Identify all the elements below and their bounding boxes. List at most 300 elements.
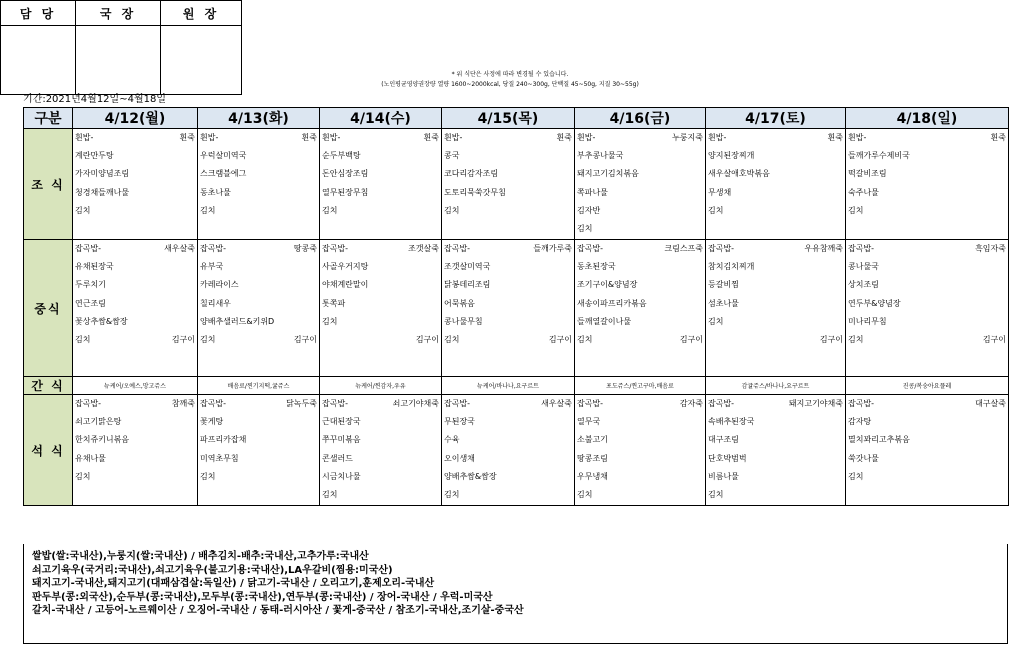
menu-item — [848, 331, 1006, 349]
lunch-cell — [846, 240, 1009, 377]
menu-item-name: 연근조림 — [75, 298, 106, 308]
menu-item — [322, 184, 439, 202]
menu-item-name: 순두부백탕 — [322, 151, 361, 161]
day-header: 4/15(목) — [442, 108, 575, 129]
menu-item — [577, 295, 703, 313]
menu-item — [322, 165, 439, 183]
menu-item — [444, 313, 572, 331]
menu-item — [75, 468, 195, 486]
menu-item — [848, 276, 1006, 294]
menu-item-side: 감자죽 — [679, 399, 703, 408]
lunch-cell — [706, 240, 846, 377]
lunch-cell — [442, 240, 575, 377]
menu-item — [75, 486, 195, 504]
origin-line: 쇠고기육우(국거리:국내산),쇠고기육우(불고기용:국내산),LA우갈비(찜용:미국산) — [32, 564, 393, 576]
menu-item-name: 등갈비찜 — [708, 280, 739, 290]
menu-item-name: 참치김치찌개 — [708, 262, 755, 272]
menu-item-name: 잡곡밥- — [444, 244, 471, 253]
menu-item-name: 김치 — [200, 205, 216, 215]
menu-item-name: 잡곡밥- — [577, 399, 604, 408]
approval-header: 국 장 — [76, 1, 161, 26]
menu-item-name: 김치 — [577, 489, 593, 499]
menu-item — [708, 258, 843, 276]
menu-item — [322, 313, 439, 331]
menu-item-side: 김구이 — [415, 334, 439, 344]
menu-item-name: 떡갈비조림 — [848, 169, 887, 179]
menu-item — [848, 147, 1006, 165]
menu-item-side: 크림스프죽 — [664, 244, 703, 253]
menu-item — [848, 486, 1006, 504]
menu-item-name: 잡곡밥- — [848, 399, 875, 408]
approval-sign-box — [76, 26, 161, 95]
menu-item — [577, 258, 703, 276]
menu-item-name: 잡곡밥- — [577, 244, 604, 253]
menu-item-name: 가자미양념조림 — [75, 169, 130, 179]
menu-item — [75, 295, 195, 313]
menu-item-name: 비름나물 — [708, 471, 739, 481]
menu-item-side: 흰죽 — [827, 133, 843, 142]
menu-item-name: 잡곡밥- — [322, 244, 349, 253]
menu-item-name: 상치조림 — [848, 280, 879, 290]
dinner-cell — [846, 395, 1009, 506]
origin-line: 갈치-국내산 / 고등어-노르웨이산 / 오징어-국내산 / 동태-러시아산 / 꽃게-중국산 / 참조기-국내산,조기살-중국산 — [32, 605, 524, 616]
menu-item-name: 조기구이&양념장 — [577, 280, 638, 290]
menu-item — [848, 431, 1006, 449]
menu-item-name: 김자반 — [577, 205, 601, 215]
dinner-cell — [706, 395, 846, 506]
approval-header: 원 장 — [161, 1, 242, 26]
menu-item — [200, 331, 317, 349]
menu-item — [444, 147, 572, 165]
menu-item — [444, 431, 572, 449]
menu-item-name: 새우살애호박볶음 — [708, 169, 770, 179]
menu-item-name: 김치 — [322, 205, 338, 215]
origin-line: 돼지고기-국내산,돼지고기(대패삼겹살:독일산) / 닭고기-국내산 / 오리고기,훈제오리-국내산 — [32, 578, 435, 589]
menu-item — [322, 486, 439, 504]
menu-item-name: 두루치기 — [75, 280, 106, 290]
period-label: 기간:2021년4월12일~4월18일 — [23, 94, 166, 105]
menu-item — [200, 276, 317, 294]
dinner-cell — [198, 395, 320, 506]
menu-item-name: 청경채들깨나물 — [75, 187, 130, 197]
menu-item-name: 양배추쌈&쌈장 — [444, 471, 497, 481]
menu-item-name: 유채된장국 — [75, 262, 114, 272]
day-header: 4/18(일) — [846, 108, 1009, 129]
menu-item — [200, 468, 317, 486]
menu-item-name: 김치 — [322, 316, 338, 326]
breakfast-cell — [73, 129, 198, 240]
menu-item-name: 미나리무침 — [848, 316, 887, 326]
menu-item — [322, 395, 439, 413]
menu-item-name: 스크램블에그 — [200, 169, 247, 179]
menu-item-name: 김치 — [848, 205, 864, 215]
menu-item-name: 계란만두탕 — [75, 151, 114, 161]
menu-item-name: 흰밥- — [322, 133, 341, 142]
menu-item-name: 콩국 — [444, 151, 460, 161]
lunch-cell — [73, 240, 198, 377]
menu-item — [322, 129, 439, 147]
menu-item-name: 들깨가루수제비국 — [848, 151, 910, 161]
snack-cell: 진콩/복숭아요플레 — [846, 377, 1009, 395]
menu-item — [444, 486, 572, 504]
menu-item — [75, 220, 195, 238]
menu-item-name: 감자탕 — [848, 417, 872, 427]
menu-item — [848, 258, 1006, 276]
snack-cell: 감귤쥬스/바나나,요구르트 — [706, 377, 846, 395]
menu-item — [708, 295, 843, 313]
breakfast-cell — [846, 129, 1009, 240]
breakfast-cell — [320, 129, 442, 240]
menu-item — [577, 450, 703, 468]
menu-item — [708, 184, 843, 202]
menu-item-name: 김치 — [444, 334, 460, 344]
menu-item — [577, 165, 703, 183]
menu-item — [444, 413, 572, 431]
menu-item-side: 새우살죽 — [541, 399, 572, 408]
menu-item — [322, 413, 439, 431]
menu-item — [848, 468, 1006, 486]
menu-item — [200, 450, 317, 468]
menu-item — [322, 331, 439, 349]
menu-item — [577, 395, 703, 413]
breakfast-cell — [198, 129, 320, 240]
menu-item-name: 땅콩조림 — [577, 453, 608, 463]
menu-item-name: 흰밥- — [577, 133, 596, 142]
menu-item-side: 김구이 — [548, 334, 572, 344]
change-notice: * 위 식단은 사정에 따라 변경될 수 있습니다. — [451, 71, 569, 78]
menu-item-side: 우유참깨죽 — [804, 244, 843, 253]
menu-item-side: 김구이 — [679, 334, 703, 344]
menu-item — [848, 395, 1006, 413]
menu-item — [75, 395, 195, 413]
menu-item-name: 김치 — [200, 334, 216, 344]
menu-item — [322, 431, 439, 449]
menu-item-name: 우무냉채 — [577, 471, 608, 481]
menu-item-name: 콩나물국 — [848, 262, 879, 272]
menu-item-name: 김치 — [708, 316, 724, 326]
menu-item-name: 칠리새우 — [200, 298, 231, 308]
menu-item-name: 수육 — [444, 435, 460, 445]
menu-item-name: 조갯살미역국 — [444, 262, 491, 272]
menu-item — [708, 129, 843, 147]
menu-item — [848, 240, 1006, 258]
menu-item — [322, 468, 439, 486]
menu-item-name: 돼지고기김치볶음 — [577, 169, 639, 179]
dinner-row — [24, 395, 1009, 506]
menu-item-name: 잡곡밥- — [708, 244, 735, 253]
approval-header: 담 당 — [1, 1, 76, 26]
menu-item — [444, 258, 572, 276]
menu-item-name: 톳쪽파 — [322, 298, 346, 308]
origin-line: 쌀밥(쌀:국내산),누룽지(쌀:국내산) / 배추김치-배추:국내산,고추가루:국내산 — [32, 551, 369, 562]
menu-item — [848, 129, 1006, 147]
menu-item — [322, 450, 439, 468]
menu-item — [75, 129, 195, 147]
menu-item-name: 열무된장무침 — [322, 187, 369, 197]
menu-item — [200, 129, 317, 147]
menu-item — [848, 184, 1006, 202]
origin-info — [23, 544, 1008, 644]
menu-item — [708, 395, 843, 413]
menu-item-name: 양지된장찌개 — [708, 151, 755, 161]
dinner-cell — [575, 395, 706, 506]
menu-item — [75, 240, 195, 258]
day-header: 4/14(수) — [320, 108, 442, 129]
menu-item — [577, 240, 703, 258]
menu-item-name: 흰밥- — [848, 133, 867, 142]
menu-item — [75, 184, 195, 202]
menu-item — [75, 147, 195, 165]
menu-item — [200, 313, 317, 331]
lunch-cell — [575, 240, 706, 377]
menu-item-side: 참깨죽 — [171, 399, 195, 408]
menu-item-name: 쪽파나물 — [577, 187, 608, 197]
menu-item — [200, 486, 317, 504]
menu-item-name: 시금치나물 — [322, 471, 361, 481]
menu-item-side: 김구이 — [982, 334, 1006, 344]
category-header: 구분 — [24, 108, 73, 129]
menu-item — [200, 202, 317, 220]
snack-cell: 뉴케어/오예스,망고쥬스 — [73, 377, 198, 395]
dinner-cell — [73, 395, 198, 506]
snack-cell: 배음료/찐기지떡,귤쥬스 — [198, 377, 320, 395]
menu-item-name: 섬초나물 — [708, 298, 739, 308]
menu-item-name: 우럭살미역국 — [200, 151, 247, 161]
menu-item-name: 한치쥬키니볶음 — [75, 435, 130, 445]
menu-item-name: 흰밥- — [75, 133, 94, 142]
menu-item-side: 닭녹두죽 — [286, 399, 317, 408]
menu-item-name: 김치 — [848, 334, 864, 344]
menu-item-side: 쇠고기야채죽 — [392, 399, 439, 408]
menu-item — [200, 431, 317, 449]
menu-item-side: 새우살죽 — [164, 244, 195, 253]
snack-cell: 뉴케어/찐감자,우유 — [320, 377, 442, 395]
menu-item — [708, 468, 843, 486]
menu-item-name: 열무국 — [577, 417, 601, 427]
menu-item — [708, 413, 843, 431]
breakfast-row — [24, 129, 1009, 240]
menu-item — [708, 202, 843, 220]
menu-item — [322, 276, 439, 294]
menu-item-name: 김치 — [444, 489, 460, 499]
menu-item — [75, 413, 195, 431]
menu-item — [708, 165, 843, 183]
menu-item — [577, 331, 703, 349]
menu-item-side: 땅콩죽 — [293, 244, 317, 253]
menu-item — [444, 240, 572, 258]
menu-item-name: 잡곡밥- — [444, 399, 471, 408]
menu-item — [708, 486, 843, 504]
menu-item-name: 김치 — [577, 223, 593, 233]
menu-item-name: 연두부&양념장 — [848, 298, 901, 308]
menu-item-name: 잡곡밥- — [200, 399, 227, 408]
lunch-row — [24, 240, 1009, 377]
dinner-cell — [320, 395, 442, 506]
menu-item-name: 꽃게탕 — [200, 417, 224, 427]
menu-item — [848, 313, 1006, 331]
breakfast-cell — [575, 129, 706, 240]
menu-item-name: 미역초무침 — [200, 453, 239, 463]
menu-item — [848, 413, 1006, 431]
menu-item — [200, 147, 317, 165]
origin-line: 판두부(콩:외국산),순두부(콩:국내산),모두부(콩:국내산),연두부(콩:국내산) / 장어-국내산 / 우럭-미국산 — [32, 591, 493, 603]
menu-item-name: 쑥갓나물 — [848, 453, 879, 463]
menu-item-name: 무생채 — [708, 187, 732, 197]
menu-item — [577, 184, 703, 202]
menu-item-name: 콘샐러드 — [322, 453, 353, 463]
menu-item — [444, 202, 572, 220]
menu-item-side: 흑임자죽 — [975, 244, 1006, 253]
menu-item-side: 대구살죽 — [975, 399, 1006, 408]
menu-item — [708, 331, 843, 349]
menu-item-name: 김치 — [708, 489, 724, 499]
menu-item — [200, 395, 317, 413]
dinner-label: 석 식 — [24, 395, 73, 506]
menu-item-name: 단호박범벅 — [708, 453, 747, 463]
menu-item-name: 들깨열갈이나물 — [577, 316, 632, 326]
menu-table — [23, 107, 1009, 506]
menu-item-name: 김치 — [322, 489, 338, 499]
menu-item — [708, 276, 843, 294]
menu-item-side: 돼지고기야채죽 — [788, 399, 843, 408]
menu-item-name: 멸치꽈리고추볶음 — [848, 435, 910, 445]
menu-item-name: 김치 — [200, 471, 216, 481]
menu-item-name: 흰밥- — [444, 133, 463, 142]
menu-item — [577, 129, 703, 147]
menu-item-name: 사골우거지탕 — [322, 262, 369, 272]
menu-item — [322, 202, 439, 220]
dinner-cell — [442, 395, 575, 506]
menu-item — [322, 220, 439, 238]
menu-item-name: 동초된장국 — [577, 262, 616, 272]
snack-cell: 뉴케어/바나나,요구르트 — [442, 377, 575, 395]
snack-row — [24, 377, 1009, 395]
menu-item — [200, 220, 317, 238]
menu-item-name: 카레라이스 — [200, 280, 239, 290]
menu-item-name: 김치 — [708, 205, 724, 215]
lunch-cell — [198, 240, 320, 377]
lunch-cell — [320, 240, 442, 377]
menu-item — [75, 313, 195, 331]
menu-item — [200, 295, 317, 313]
day-header: 4/16(금) — [575, 108, 706, 129]
menu-item — [708, 431, 843, 449]
menu-item-name: 코다리감자조림 — [444, 169, 499, 179]
approval-sign-box — [1, 26, 76, 95]
menu-item — [577, 431, 703, 449]
snack-label: 간 식 — [24, 377, 73, 395]
menu-item-side: 김구이 — [819, 334, 843, 344]
menu-item-side: 누룽지죽 — [672, 133, 703, 142]
menu-item — [708, 313, 843, 331]
menu-item — [708, 450, 843, 468]
menu-item-name: 대구조림 — [708, 435, 739, 445]
menu-item-name: 야채계란말이 — [322, 280, 369, 290]
menu-item-name: 유채나물 — [75, 453, 106, 463]
day-header: 4/13(화) — [198, 108, 320, 129]
nutrition-note: (노인평균영양권장량 열량 1600~2000kcal, 당질 240~300g, 단백질 45~50g, 지질 30~55g) — [381, 81, 639, 88]
breakfast-cell — [442, 129, 575, 240]
menu-item-name: 돈안심장조림 — [322, 169, 369, 179]
menu-item — [200, 240, 317, 258]
menu-item-name: 김치 — [577, 334, 593, 344]
menu-item — [577, 413, 703, 431]
menu-item — [200, 413, 317, 431]
menu-item-name: 쇠고기맑은탕 — [75, 417, 122, 427]
menu-item-name: 닭봉데리조림 — [444, 280, 491, 290]
menu-item — [577, 220, 703, 238]
menu-item — [577, 313, 703, 331]
menu-item-name: 잡곡밥- — [848, 244, 875, 253]
menu-item — [75, 276, 195, 294]
menu-item-side: 들깨가루죽 — [533, 244, 572, 253]
menu-item — [444, 395, 572, 413]
lunch-label: 중식 — [24, 240, 73, 377]
menu-item — [75, 258, 195, 276]
menu-item-name: 속배추된장국 — [708, 417, 755, 427]
menu-item-name: 오이생채 — [444, 453, 475, 463]
menu-item — [444, 450, 572, 468]
menu-item — [577, 486, 703, 504]
breakfast-label: 조 식 — [24, 129, 73, 240]
menu-item-name: 유부국 — [200, 262, 224, 272]
menu-item-name: 김치 — [75, 471, 91, 481]
menu-item — [75, 202, 195, 220]
menu-item — [444, 331, 572, 349]
menu-item — [322, 240, 439, 258]
menu-item — [708, 240, 843, 258]
approval-sign-box — [161, 26, 242, 95]
menu-item-name: 김치 — [75, 334, 91, 344]
menu-item-side: 김구이 — [293, 334, 317, 344]
menu-item — [848, 450, 1006, 468]
menu-item-name: 잡곡밥- — [200, 244, 227, 253]
menu-item — [322, 258, 439, 276]
menu-item-name: 잡곡밥- — [75, 399, 102, 408]
menu-item — [75, 165, 195, 183]
menu-item — [200, 184, 317, 202]
menu-item-name: 잡곡밥- — [708, 399, 735, 408]
menu-item-name: 도토리묵쑥갓무침 — [444, 187, 506, 197]
menu-item — [577, 202, 703, 220]
menu-item-name: 무된장국 — [444, 417, 475, 427]
menu-item — [200, 165, 317, 183]
menu-item — [444, 165, 572, 183]
menu-item — [75, 450, 195, 468]
menu-item-side: 흰죽 — [423, 133, 439, 142]
menu-item-name: 어묵볶음 — [444, 298, 475, 308]
menu-item — [577, 468, 703, 486]
menu-item-name: 파프리카잡채 — [200, 435, 247, 445]
menu-item — [75, 331, 195, 349]
day-header: 4/17(토) — [706, 108, 846, 129]
menu-item-name: 김치 — [848, 471, 864, 481]
menu-item — [848, 202, 1006, 220]
menu-item-name: 근대된장국 — [322, 417, 361, 427]
menu-item-side: 흰죽 — [301, 133, 317, 142]
menu-item — [444, 184, 572, 202]
menu-item-name: 숙주나물 — [848, 187, 879, 197]
menu-item-name: 부추콩나물국 — [577, 151, 624, 161]
menu-item-name: 꽃상추쌈&쌈장 — [75, 316, 128, 326]
menu-item-side: 김구이 — [171, 334, 195, 344]
menu-item-name: 동초나물 — [200, 187, 231, 197]
menu-item — [444, 468, 572, 486]
menu-item-name: 잡곡밥- — [322, 399, 349, 408]
menu-item-name: 김치 — [75, 205, 91, 215]
menu-item-name: 쭈꾸미볶음 — [322, 435, 361, 445]
menu-item-side: 흰죽 — [179, 133, 195, 142]
